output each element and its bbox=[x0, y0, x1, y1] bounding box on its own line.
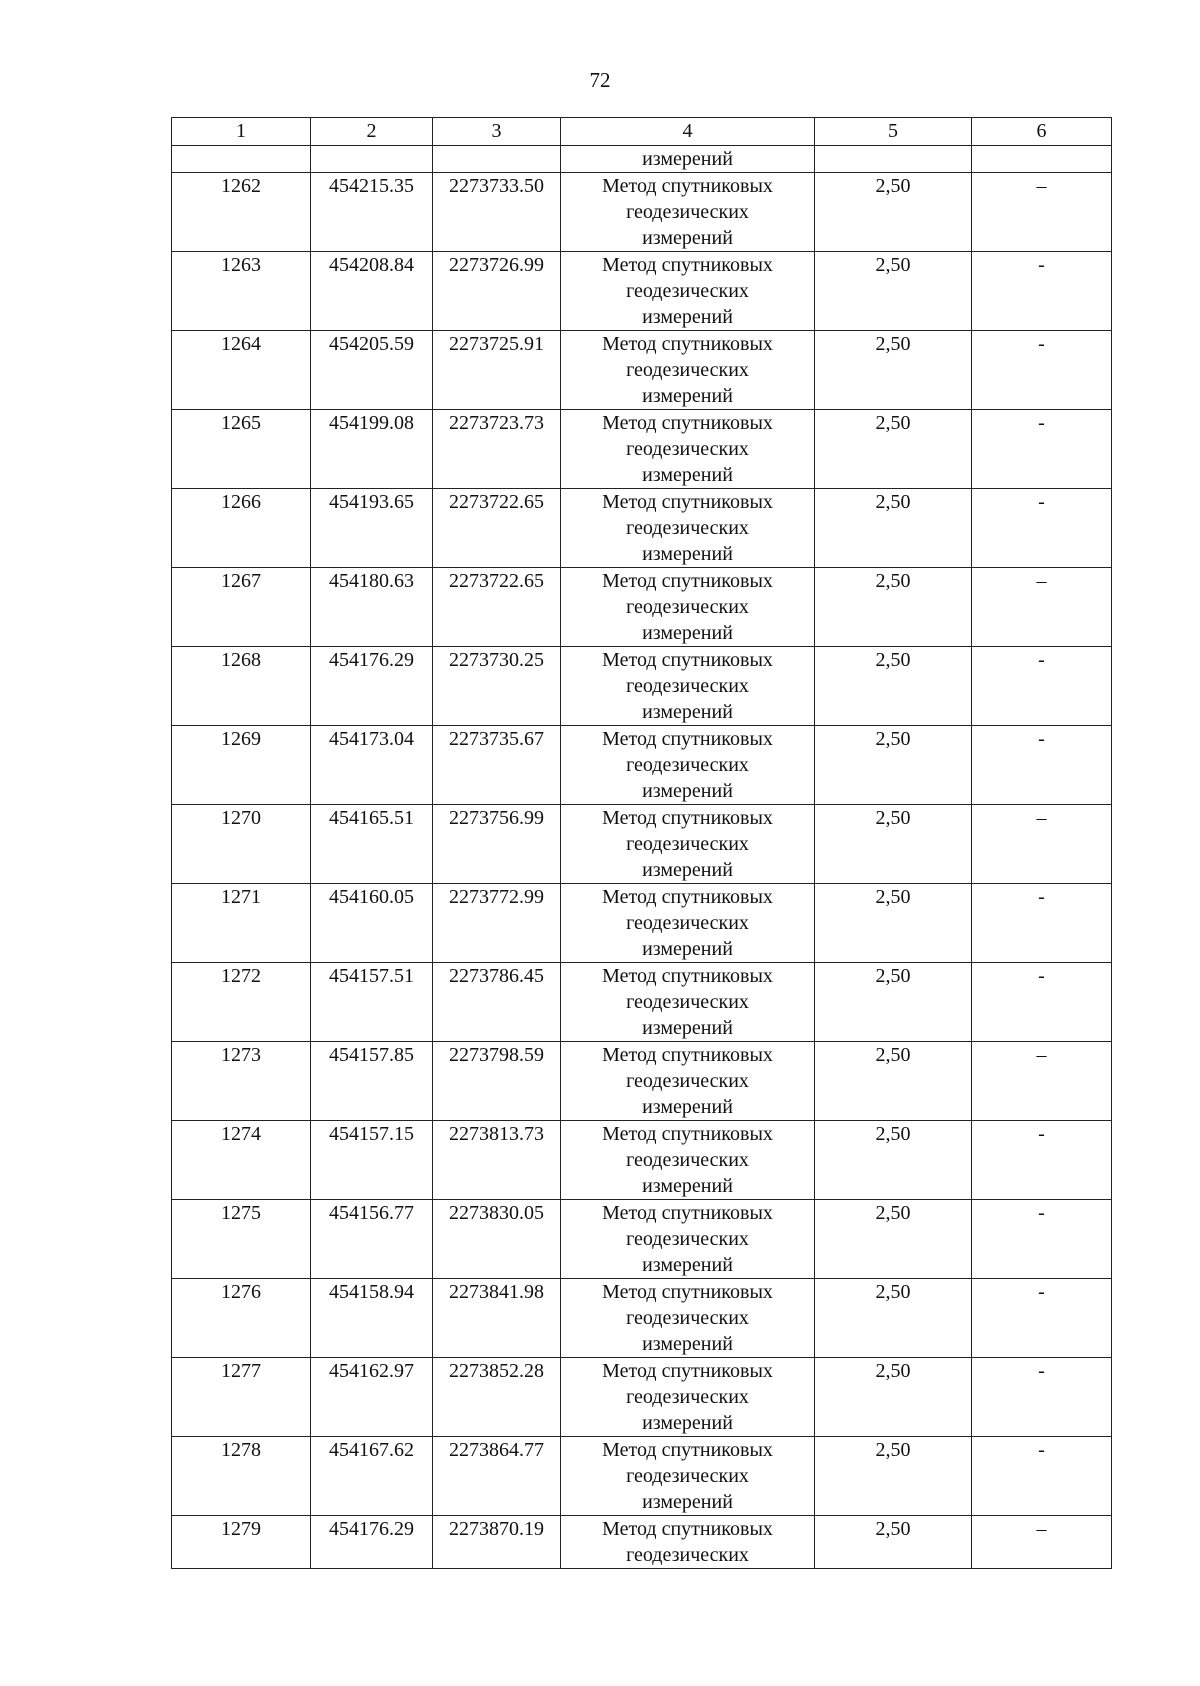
table-cell bbox=[433, 146, 561, 173]
accuracy-cell: 2,50 bbox=[815, 963, 972, 1042]
method-cell bbox=[561, 173, 815, 252]
y-coordinate-cell: 2273870.19 bbox=[433, 1516, 561, 1569]
method-line: Метод спутниковых bbox=[602, 807, 773, 829]
y-coordinate-cell: 2273798.59 bbox=[433, 1042, 561, 1121]
table-row bbox=[172, 1200, 1112, 1279]
point-number-cell: 1271 bbox=[172, 884, 311, 963]
table-row bbox=[172, 726, 1112, 805]
note-cell: - bbox=[972, 1358, 1112, 1437]
y-coordinate-cell: 2273722.65 bbox=[433, 489, 561, 568]
table-cell bbox=[172, 146, 311, 173]
table-row bbox=[172, 1121, 1112, 1200]
accuracy-cell: 2,50 bbox=[815, 489, 972, 568]
method-line: геодезических bbox=[626, 1070, 749, 1092]
method-line: Метод спутниковых bbox=[602, 1518, 773, 1540]
method-line: Метод спутниковых bbox=[602, 1202, 773, 1224]
point-number-cell: 1263 bbox=[172, 252, 311, 331]
method-line: измерений bbox=[642, 1491, 733, 1513]
method-line: измерений bbox=[642, 1254, 733, 1276]
accuracy-cell: 2,50 bbox=[815, 1279, 972, 1358]
y-coordinate-cell: 2273772.99 bbox=[433, 884, 561, 963]
note-cell: – bbox=[972, 805, 1112, 884]
header-col-6: 6 bbox=[972, 118, 1112, 146]
accuracy-cell: 2,50 bbox=[815, 1121, 972, 1200]
method-line: Метод спутниковых bbox=[602, 412, 773, 434]
method-cell bbox=[561, 647, 815, 726]
accuracy-cell: 2,50 bbox=[815, 331, 972, 410]
method-line: Метод спутниковых bbox=[602, 1439, 773, 1461]
header-row bbox=[172, 118, 1112, 146]
method-line: Метод спутниковых bbox=[602, 570, 773, 592]
table-row bbox=[172, 805, 1112, 884]
method-cell bbox=[561, 1279, 815, 1358]
y-coordinate-cell: 2273725.91 bbox=[433, 331, 561, 410]
method-cell bbox=[561, 1042, 815, 1121]
y-coordinate-cell: 2273756.99 bbox=[433, 805, 561, 884]
method-line: геодезических bbox=[626, 833, 749, 855]
note-cell: – bbox=[972, 1042, 1112, 1121]
y-coordinate-cell: 2273852.28 bbox=[433, 1358, 561, 1437]
method-line: измерений bbox=[642, 1096, 733, 1118]
point-number-cell: 1268 bbox=[172, 647, 311, 726]
y-coordinate-cell: 2273830.05 bbox=[433, 1200, 561, 1279]
note-cell: - bbox=[972, 252, 1112, 331]
note-cell: - bbox=[972, 331, 1112, 410]
x-coordinate-cell: 454193.65 bbox=[311, 489, 433, 568]
accuracy-cell: 2,50 bbox=[815, 568, 972, 647]
point-number-cell: 1264 bbox=[172, 331, 311, 410]
method-line: геодезических bbox=[626, 596, 749, 618]
point-number-cell: 1279 bbox=[172, 1516, 311, 1569]
accuracy-cell: 2,50 bbox=[815, 173, 972, 252]
x-coordinate-cell: 454157.85 bbox=[311, 1042, 433, 1121]
method-cell bbox=[561, 568, 815, 647]
y-coordinate-cell: 2273730.25 bbox=[433, 647, 561, 726]
method-line: Метод спутниковых bbox=[602, 728, 773, 750]
x-coordinate-cell: 454156.77 bbox=[311, 1200, 433, 1279]
y-coordinate-cell: 2273723.73 bbox=[433, 410, 561, 489]
y-coordinate-cell: 2273786.45 bbox=[433, 963, 561, 1042]
point-number-cell: 1265 bbox=[172, 410, 311, 489]
x-coordinate-cell: 454157.51 bbox=[311, 963, 433, 1042]
method-line: Метод спутниковых bbox=[602, 1281, 773, 1303]
point-number-cell: 1277 bbox=[172, 1358, 311, 1437]
header-col-3: 3 bbox=[433, 118, 561, 146]
table-cell bbox=[815, 146, 972, 173]
method-line: Метод спутниковых bbox=[602, 965, 773, 987]
page-number: 72 bbox=[589, 68, 611, 92]
method-line: измерений bbox=[642, 780, 733, 802]
table-row bbox=[172, 1279, 1112, 1358]
point-number-cell: 1269 bbox=[172, 726, 311, 805]
method-cell bbox=[561, 1121, 815, 1200]
method-line: измерений bbox=[642, 306, 733, 328]
method-line: геодезических bbox=[626, 1465, 749, 1487]
method-line: геодезических bbox=[626, 1386, 749, 1408]
point-number-cell: 1266 bbox=[172, 489, 311, 568]
y-coordinate-cell: 2273735.67 bbox=[433, 726, 561, 805]
method-cell bbox=[561, 489, 815, 568]
header-col-5: 5 bbox=[815, 118, 972, 146]
note-cell: - bbox=[972, 726, 1112, 805]
method-line: геодезических bbox=[626, 280, 749, 302]
method-cell bbox=[561, 1358, 815, 1437]
method-line: геодезических bbox=[626, 675, 749, 697]
x-coordinate-cell: 454160.05 bbox=[311, 884, 433, 963]
method-line: измерений bbox=[642, 859, 733, 881]
accuracy-cell: 2,50 bbox=[815, 1516, 972, 1569]
accuracy-cell: 2,50 bbox=[815, 884, 972, 963]
method-line: геодезических bbox=[626, 912, 749, 934]
y-coordinate-cell: 2273726.99 bbox=[433, 252, 561, 331]
accuracy-cell: 2,50 bbox=[815, 252, 972, 331]
method-line: измерений bbox=[642, 1175, 733, 1197]
table-row bbox=[172, 1042, 1112, 1121]
method-line: измерений bbox=[642, 543, 733, 565]
table-row bbox=[172, 647, 1112, 726]
note-cell: - bbox=[972, 963, 1112, 1042]
method-line: геодезических bbox=[626, 1149, 749, 1171]
method-line: измерений bbox=[642, 385, 733, 407]
method-line: Метод спутниковых bbox=[602, 649, 773, 671]
note-cell: - bbox=[972, 1121, 1112, 1200]
note-cell: - bbox=[972, 1437, 1112, 1516]
method-line: геодезических bbox=[626, 1228, 749, 1250]
x-coordinate-cell: 454157.15 bbox=[311, 1121, 433, 1200]
x-coordinate-cell: 454167.62 bbox=[311, 1437, 433, 1516]
x-coordinate-cell: 454205.59 bbox=[311, 331, 433, 410]
accuracy-cell: 2,50 bbox=[815, 647, 972, 726]
table-row bbox=[172, 331, 1112, 410]
y-coordinate-cell: 2273813.73 bbox=[433, 1121, 561, 1200]
method-line: геодезических bbox=[626, 991, 749, 1013]
header-col-4: 4 bbox=[561, 118, 815, 146]
table-cell bbox=[311, 146, 433, 173]
accuracy-cell: 2,50 bbox=[815, 805, 972, 884]
table-cell bbox=[972, 146, 1112, 173]
method-line: Метод спутниковых bbox=[602, 1123, 773, 1145]
method-line: геодезических bbox=[626, 359, 749, 381]
x-coordinate-cell: 454176.29 bbox=[311, 1516, 433, 1569]
x-coordinate-cell: 454176.29 bbox=[311, 647, 433, 726]
accuracy-cell: 2,50 bbox=[815, 1200, 972, 1279]
accuracy-cell: 2,50 bbox=[815, 1042, 972, 1121]
method-line: измерений bbox=[642, 1333, 733, 1355]
method-cell bbox=[561, 1437, 815, 1516]
point-number-cell: 1276 bbox=[172, 1279, 311, 1358]
method-line: Метод спутниковых bbox=[602, 333, 773, 355]
x-coordinate-cell: 454165.51 bbox=[311, 805, 433, 884]
point-number-cell: 1278 bbox=[172, 1437, 311, 1516]
x-coordinate-cell: 454215.35 bbox=[311, 173, 433, 252]
table-row bbox=[172, 963, 1112, 1042]
x-coordinate-cell: 454158.94 bbox=[311, 1279, 433, 1358]
method-line: Метод спутниковых bbox=[602, 175, 773, 197]
accuracy-cell: 2,50 bbox=[815, 410, 972, 489]
note-cell: – bbox=[972, 568, 1112, 647]
point-number-cell: 1275 bbox=[172, 1200, 311, 1279]
point-number-cell: 1262 bbox=[172, 173, 311, 252]
method-line: измерений bbox=[642, 622, 733, 644]
method-line: Метод спутниковых bbox=[602, 254, 773, 276]
note-cell: – bbox=[972, 173, 1112, 252]
accuracy-cell: 2,50 bbox=[815, 1358, 972, 1437]
y-coordinate-cell: 2273841.98 bbox=[433, 1279, 561, 1358]
table-row bbox=[172, 489, 1112, 568]
table-row bbox=[172, 1437, 1112, 1516]
method-cell bbox=[561, 410, 815, 489]
method-line: измерений bbox=[642, 1017, 733, 1039]
method-line: измерений bbox=[642, 1412, 733, 1434]
header-col-1: 1 bbox=[172, 118, 311, 146]
table-row bbox=[172, 1358, 1112, 1437]
method-line: Метод спутниковых bbox=[602, 886, 773, 908]
header-col-2: 2 bbox=[311, 118, 433, 146]
method-line: Метод спутниковых bbox=[602, 1360, 773, 1382]
note-cell: - bbox=[972, 489, 1112, 568]
method-line: геодезических bbox=[626, 1544, 749, 1566]
note-cell: - bbox=[972, 647, 1112, 726]
method-continuation-cell: измерений bbox=[561, 146, 815, 173]
method-cell bbox=[561, 963, 815, 1042]
method-line: измерений bbox=[642, 701, 733, 723]
table-row bbox=[172, 1516, 1112, 1569]
method-line: Метод спутниковых bbox=[602, 491, 773, 513]
x-coordinate-cell: 454199.08 bbox=[311, 410, 433, 489]
y-coordinate-cell: 2273864.77 bbox=[433, 1437, 561, 1516]
x-coordinate-cell: 454208.84 bbox=[311, 252, 433, 331]
method-line: измерений bbox=[642, 227, 733, 249]
method-cell bbox=[561, 884, 815, 963]
note-cell: – bbox=[972, 1516, 1112, 1569]
accuracy-cell: 2,50 bbox=[815, 726, 972, 805]
point-number-cell: 1274 bbox=[172, 1121, 311, 1200]
y-coordinate-cell: 2273722.65 bbox=[433, 568, 561, 647]
method-line: измерений bbox=[642, 464, 733, 486]
method-line: геодезических bbox=[626, 201, 749, 223]
method-line: геодезических bbox=[626, 754, 749, 776]
method-line: измерений bbox=[642, 938, 733, 960]
method-line: геодезических bbox=[626, 438, 749, 460]
coordinates-table bbox=[171, 117, 1112, 1569]
note-cell: - bbox=[972, 1200, 1112, 1279]
method-cell bbox=[561, 331, 815, 410]
method-cell bbox=[561, 1200, 815, 1279]
point-number-cell: 1273 bbox=[172, 1042, 311, 1121]
x-coordinate-cell: 454173.04 bbox=[311, 726, 433, 805]
point-number-cell: 1267 bbox=[172, 568, 311, 647]
x-coordinate-cell: 454180.63 bbox=[311, 568, 433, 647]
table-row bbox=[172, 252, 1112, 331]
note-cell: - bbox=[972, 884, 1112, 963]
method-cell bbox=[561, 1516, 815, 1569]
table-row bbox=[172, 173, 1112, 252]
table-row bbox=[172, 884, 1112, 963]
point-number-cell: 1272 bbox=[172, 963, 311, 1042]
table-row bbox=[172, 410, 1112, 489]
method-cell bbox=[561, 252, 815, 331]
method-cell bbox=[561, 726, 815, 805]
note-cell: - bbox=[972, 410, 1112, 489]
method-line: геодезических bbox=[626, 517, 749, 539]
point-number-cell: 1270 bbox=[172, 805, 311, 884]
x-coordinate-cell: 454162.97 bbox=[311, 1358, 433, 1437]
table-row bbox=[172, 568, 1112, 647]
method-line: Метод спутниковых bbox=[602, 1044, 773, 1066]
accuracy-cell: 2,50 bbox=[815, 1437, 972, 1516]
continuation-row bbox=[172, 146, 1112, 173]
method-cell bbox=[561, 805, 815, 884]
method-line: геодезических bbox=[626, 1307, 749, 1329]
note-cell: - bbox=[972, 1279, 1112, 1358]
y-coordinate-cell: 2273733.50 bbox=[433, 173, 561, 252]
